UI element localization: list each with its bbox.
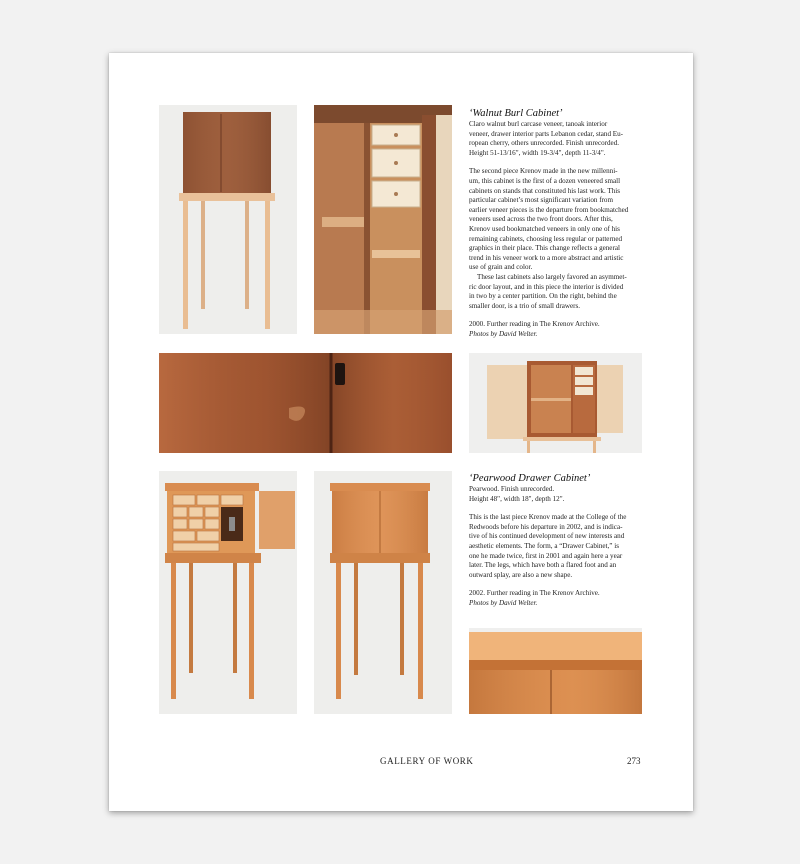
walnut-body-line: particular cabinet’s most significant variation from: [469, 196, 613, 205]
walnut-body-line: in two by a center partition. On the right, behind the: [469, 292, 617, 301]
pearwood-note: 2002. Further reading in The Krenov Archive.: [469, 589, 600, 598]
photo-walnut-cabinet-open: [469, 353, 642, 453]
walnut-spec-line: ropean cherry, others unrecorded. Finish unrecorded.: [469, 139, 620, 148]
pearwood-body-line: aesthetic elements. The form, a “Drawer Cabinet,” is: [469, 541, 619, 550]
walnut-body-line: These last cabinets also largely favored an asymmet-: [477, 272, 627, 281]
pearwood-photo-credit: Photos by David Welter.: [469, 598, 538, 607]
walnut-title: ‘Walnut Burl Cabinet’: [469, 108, 563, 119]
pearwood-body-line: one he made twice, first in 2001 and again here a year: [469, 551, 623, 560]
walnut-body-line: smaller door, is a trio of small drawers.: [469, 301, 581, 310]
walnut-body-line: Krenov used bookmatched veneers in only one of his: [469, 224, 620, 233]
book-page: [109, 53, 693, 811]
pearwood-body-line: later. The legs, which have both a flared foot and an: [469, 561, 617, 570]
running-footer-section: GALLERY OF WORK: [380, 756, 474, 766]
walnut-photo-credit: Photos by David Welter.: [469, 329, 538, 338]
pearwood-spec-line: Height 48", width 18", depth 12".: [469, 494, 565, 503]
walnut-body-line: use of grain and color.: [469, 263, 533, 272]
walnut-body-line: The second piece Krenov made in the new millenni-: [469, 167, 618, 176]
pearwood-body-line: Redwoods before his departure in 2002, and is indica-: [469, 522, 623, 531]
walnut-body-line: remaining cabinets, choosing less regular or patterned: [469, 234, 623, 243]
page-number: 273: [627, 756, 641, 766]
walnut-body-line: earlier veneer pieces is the departure from bookmatched: [469, 205, 629, 214]
pearwood-spec-line: Pearwood. Finish unrecorded.: [469, 485, 555, 493]
walnut-note: 2000. Further reading in The Krenov Archive.: [469, 320, 600, 329]
walnut-body-line: um, this cabinet is the first of a dozen veneered small: [469, 176, 621, 185]
walnut-body-line: ric door layout, and in this piece the interior is divided: [469, 282, 624, 291]
pearwood-body-line: outward splay, are also a new shape.: [469, 570, 573, 579]
walnut-body-line: cabinets on stands that constituted his last work. This: [469, 186, 620, 195]
walnut-body-line: trend in his veneer work to a more abstract and artistic: [469, 253, 624, 262]
photo-walnut-cabinet-interior: [314, 105, 452, 334]
pearwood-body-line: tive of his continued development of new interests and: [469, 532, 625, 541]
pearwood-title: ‘Pearwood Drawer Cabinet’: [469, 473, 591, 484]
walnut-spec-line: veneer, drawer interior parts Lebanon cedar, stand Eu-: [469, 129, 624, 138]
photo-pearwood-cabinet-closed: [314, 471, 452, 714]
walnut-spec-line: Claro walnut burl carcase veneer, tanoak interior: [469, 120, 608, 128]
walnut-body-line: veneers used across the two front doors. After this,: [469, 215, 613, 224]
walnut-spec-line: Height 51-13/16", width 19-3/4", depth 11-3/4".: [469, 148, 606, 157]
photo-walnut-cabinet-full: [159, 105, 297, 334]
walnut-body-line: graphics in their place. This change reflects a general: [469, 244, 620, 253]
photo-pearwood-top-detail: [469, 628, 642, 714]
pearwood-body-line: This is the last piece Krenov made at the College of the: [469, 513, 627, 522]
pearwood-text-block: [469, 473, 644, 609]
photo-pearwood-cabinet-open: [159, 471, 297, 714]
photo-walnut-door-detail: [159, 353, 452, 453]
walnut-text-block: [469, 108, 644, 339]
